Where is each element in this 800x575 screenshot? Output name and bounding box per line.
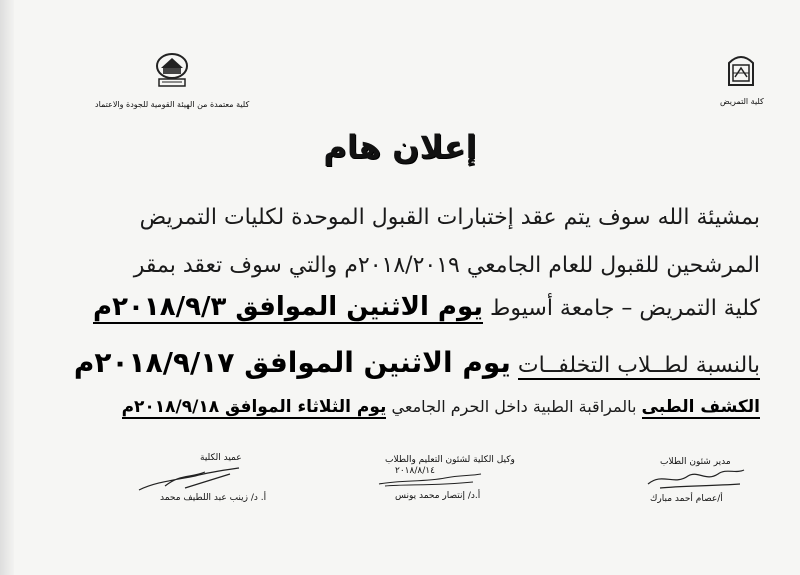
- dean-name: أ. د/ زينب عبد اللطيف محمد: [160, 493, 267, 503]
- exam-date-late: يوم الاثنين الموافق ٢٠١٨/٩/١٧م: [73, 346, 511, 379]
- dean-role: عميد الكلية: [200, 453, 242, 463]
- exam-date-main: يوم الاثنين الموافق ٢٠١٨/٩/٣م: [93, 292, 484, 322]
- dean-signature-icon: [135, 462, 245, 494]
- vice-dean-role: وكيل الكلية لشئون التعليم والطلاب: [385, 455, 515, 465]
- header-accreditation-text: كلية معتمدة من الهيئة القومية للجودة والاعتماد: [95, 100, 250, 109]
- header-faculty-text: كلية التمريض: [720, 97, 764, 106]
- manager-role: مدير شئون الطلاب: [660, 457, 731, 467]
- vice-dean-signature-icon: [375, 466, 485, 490]
- body-line-5: [122, 397, 760, 417]
- announcement-title: إعلان هام: [323, 128, 477, 166]
- body-line-4: [74, 346, 760, 379]
- medical-exam-date: يوم الثلاثاء الموافق ٢٠١٨/٩/١٨م: [121, 397, 387, 417]
- accreditation-logo-icon: [155, 52, 189, 88]
- medical-exam-location: بالمراقبة الطبية داخل الحرم الجامعي: [391, 397, 637, 416]
- body-line-3: [93, 292, 760, 322]
- line4-prefix: بالنسبة لطــلاب التخلفــات: [517, 353, 760, 378]
- body-line-2: المرشحين للقبول للعام الجامعي ٢٠١٨/٢٠١٩م والتي سوف تعقد بمقر: [133, 253, 760, 278]
- body-line-1: بمشيئة الله سوف يتم عقد إختبارات القبول الموحدة لكليات التمريض: [139, 205, 760, 230]
- faculty-logo-icon: [724, 51, 758, 87]
- medical-exam-label: الكشف الطبى: [641, 397, 760, 417]
- vice-dean-date: ٢٠١٨/٨/١٤: [395, 466, 435, 476]
- manager-name: أ/عصام أحمد مبارك: [650, 494, 723, 504]
- manager-signature-icon: [640, 462, 750, 492]
- line3-prefix: كلية التمريض – جامعة أسيوط: [490, 296, 760, 321]
- vice-dean-name: أ.د/ إنتصار محمد يونس: [395, 491, 481, 501]
- scan-edge: [0, 0, 14, 575]
